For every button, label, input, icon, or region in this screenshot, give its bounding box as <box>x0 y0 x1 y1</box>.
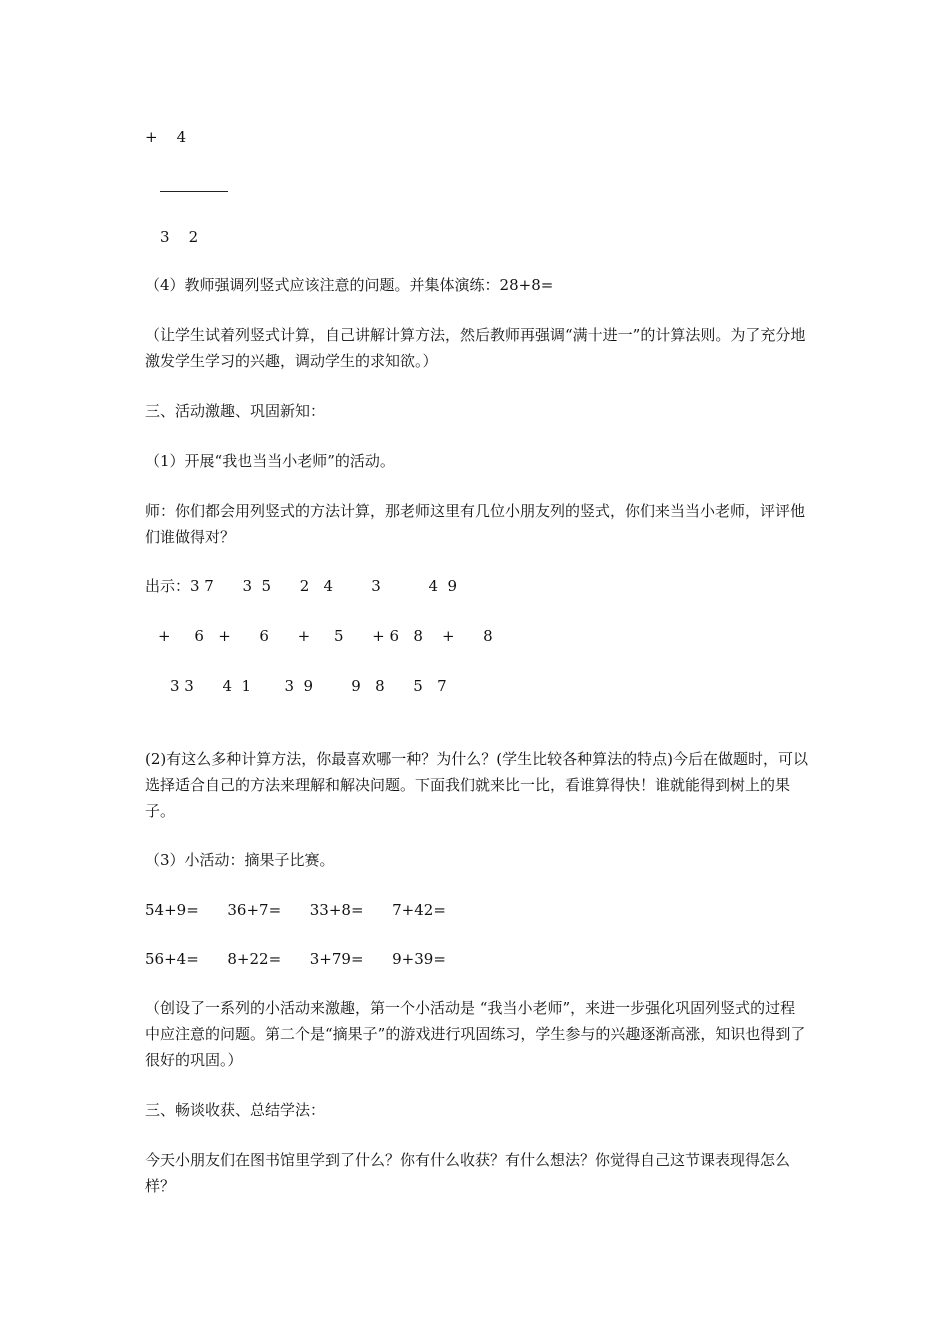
vertical-result-row: 3 2 <box>160 228 199 246</box>
equations-row-1: 54+9= 36+7= 33+8= 7+42= <box>145 901 446 919</box>
show-row-3: 3 3 4 1 3 9 9 8 5 7 <box>170 677 447 695</box>
show-row-2: + 6 + 6 + 5 + 6 8 + 8 <box>158 627 493 645</box>
vertical-sum-rule <box>160 191 228 192</box>
note-paragraph-1: （让学生试着列竖式计算，自己讲解计算方法，然后教师再强调“满十进一”的计算法则。为了充分地激发学生学习的兴趣，调动学生的求知欲。） <box>145 326 806 370</box>
vertical-addend-row: + 4 <box>145 128 187 146</box>
show-row-1: 出示：3 7 3 5 2 4 3 4 9 <box>145 577 458 595</box>
activity-3-text: （3）小活动：摘果子比赛。 <box>145 851 335 869</box>
section-heading-activities: 三、活动激趣、巩固新知： <box>145 402 326 420</box>
note-paragraph-2: （创设了一系列的小活动来激趣，第一个小活动是 “我当小老师”，来进一步强化巩固列竖式的过程中应注意的问题。第二个是“摘果子”的游戏进行巩固练习，学生参与的兴趣逐渐高涨，知识也得到了很好的巩固。） <box>145 999 806 1069</box>
section-heading-summary: 三、畅谈收获、总结学法： <box>145 1101 326 1119</box>
step-4-text: （4）教师强调列竖式应该注意的问题。并集体演练：28+8= <box>145 276 554 294</box>
equations-row-2: 56+4= 8+22= 3+79= 9+39= <box>145 950 446 968</box>
teacher-prompt: 师：你们都会用列竖式的方法计算，那老师这里有几位小朋友列的竖式，你们来当当小老师，评评他们谁做得对？ <box>145 502 806 546</box>
activity-1-text: （1）开展“我也当当小老师”的活动。 <box>145 452 395 470</box>
activity-2-text: (2)有这么多种计算方法，你最喜欢哪一种？为什么？(学生比较各种算法的特点)今后在做题时，可以选择适合自己的方法来理解和解决问题。下面我们就来比一比，看谁算得快！谁就能得到树上的果子。 <box>145 750 808 820</box>
closing-paragraph: 今天小朋友们在图书馆里学到了什么？你有什么收获？有什么想法？你觉得自己这节课表现得怎么样？ <box>145 1151 791 1195</box>
